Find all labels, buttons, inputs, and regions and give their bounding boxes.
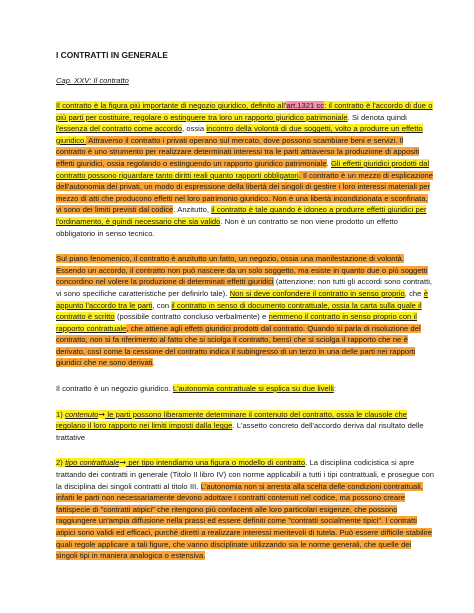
p1-run: . Non è un contratto se non viene prodotto un effetto obbligatorio in senso tecnico. (56, 216, 398, 238)
p1-run: l'essenza del contratto come accordo (56, 124, 182, 134)
p1-run: . Il contratto è un mezzo di esplicazione dell'autonomia dei privati, un modo di espressione della libertà dei singoli di gestire i loro interessi materiali per mezzo di atti che producono effetti nel loro patrimonio giuridico. Non è una libertà incondizionata e sconfinata, vi sono dei limiti previsti dal codice (56, 170, 434, 215)
p2-run: (possibile contratto concluso verbalmente) e (114, 312, 269, 322)
item2-highlight: per tipo intendiamo una figura o modello di contratto (126, 458, 306, 468)
list-item-tipo (56, 457, 434, 561)
autonomy-highlight: L'autonomia contrattuale si esplica su due livelli (172, 384, 334, 394)
paragraph-autonomy (56, 383, 434, 395)
paragraph-phenomenon (56, 253, 434, 369)
p1-run: . (326, 158, 331, 168)
p2-run: nemmeno il contratto in senso proprio con il rapporto contrattuale (56, 312, 417, 333)
item2-number: 2) (56, 458, 66, 468)
chapter-heading: Cap. XXV: Il contratto (56, 76, 129, 85)
p2-run: , con (152, 300, 172, 310)
p2-run: , che (404, 288, 424, 298)
item2-term: tipo contrattuale (65, 458, 120, 468)
item2-rest: . La disciplina codicistica si apre trattando dei contratti in generale (Titolo II libro IV) con norme applicabili a tutti i tipi contrattuali, e prosegue con la disciplina dei singoli contratti al titolo III. (56, 458, 434, 491)
item2-highlight-atypical: L'autonomia non si arresta alla scelta delle condizioni contrattuali, infatti le parti non necessariamente devono adottare i contratti contenuti nel codice, ma possono creare fattispecie di "contratti atipici" che ritengono più confacenti alle loro particolari esigenze, che possono raggiungere un'ampia diffusione nella prassi ed essere definiti come "contratti socialmente tipici". I contratti atipici sono validi ed efficaci, purché diretti a realizzare interessi meritevoli di tutela. Può essere difficile stabilire quali regole applicare a tali figure, che vanno disciplinate utilizzando sia le norme generali, che quelle dei singoli tipi in maniera analogica o estensiva. (56, 481, 433, 561)
p2-run: è appunto l'accordo tra le parti (56, 288, 428, 310)
p1-run: , ossia (181, 124, 207, 134)
item1-highlight: le parti possono liberamente determinare il contenuto del contratto, ossia le clausole che regolano il loro rapporto nei limiti imposti dalla legge (56, 409, 408, 431)
p1-run: . Si denota quindi (347, 112, 407, 122)
p2-run: Sul piano fenomenico, il contratto è anzitutto un fatto, un negozio, ossia una manifestazione di volontà. Essendo un accordo, il contratto non può nascere da un solo soggetto, ma esiste in quanto due o più soggetti concordino nel volere la produzione di determinati effetti giuridici (56, 254, 428, 287)
p2-run: Non si deve confondere il contratto in senso proprio (229, 288, 405, 298)
p2-run: . (152, 358, 155, 368)
p1-run: Gli effetti giuridici prodotti dal contratto possono riguardare tanto diritti reali quanto rapporti obbligatori (56, 158, 430, 180)
item1-number: 1) (56, 409, 66, 419)
p1-run: art.1321 cc (286, 101, 325, 110)
arrow-right-icon: ➞ (98, 409, 106, 419)
p2-run: il contratto in senso di documento contrattuale, ossia la carta sulla quale il contratto è scritto (56, 300, 422, 322)
item1-rest: . L'assetto concreto dell'accordo deriva dal risultato delle trattative (56, 421, 424, 442)
p2-run: (attenzione: non tutti gli accordi sono contratti, vi sono specifiche caratteristiche per definirlo tale). (56, 277, 433, 298)
document-title: I CONTRATTI IN GENERALE (56, 50, 168, 60)
p1-run: incontro della volontà di due soggetti, volto a produrre un effetto giuridico. (56, 124, 423, 145)
p1-run: : il contratto è l'accordo di due o più parti per costituire, regolare o estinguere tra loro un rapporto giuridico patrimoniale (56, 101, 433, 122)
autonomy-tail: : (333, 384, 336, 394)
p2-run: , che attiene agli effetti giuridici prodotti dal contratto. Quando si parla di risoluzione del contratto, non si fa riferimento al fatto che si sciolga il contratto, bensì che si sciolga il rapporto che ne è derivato, così come la cessione del contratto indica il subingresso di un terzo in una delle parti nei rapporti giuridici che ne sono derivati (56, 323, 421, 368)
p1-run: il contratto è tale quando è idoneo a produrre effetti giuridici per l'ordinamento, è quindi necessario che sia valido (56, 205, 427, 226)
autonomy-lead: Il contratto è un negozio giuridico. (56, 384, 173, 394)
p1-run: Attraverso il contratto i privati operano sul mercato, dove possono scambiare beni e servizi. Il contratto è uno strumento per realizzare determinati interessi tra le parti attraverso la produzione di appositi effetti giuridici, ossia regolando o estinguendo un rapporto giuridico patrimoniale (56, 135, 420, 168)
arrow-right-icon: ➞ (119, 458, 127, 468)
paragraph-definition (56, 100, 434, 239)
item1-term: contenuto (65, 409, 99, 419)
p1-run: . Anzitutto, (173, 205, 212, 215)
p1-run: Il contratto è la figura più importante di negozio giuridico, definito all' (56, 101, 287, 110)
list-item-contenuto (56, 409, 434, 444)
